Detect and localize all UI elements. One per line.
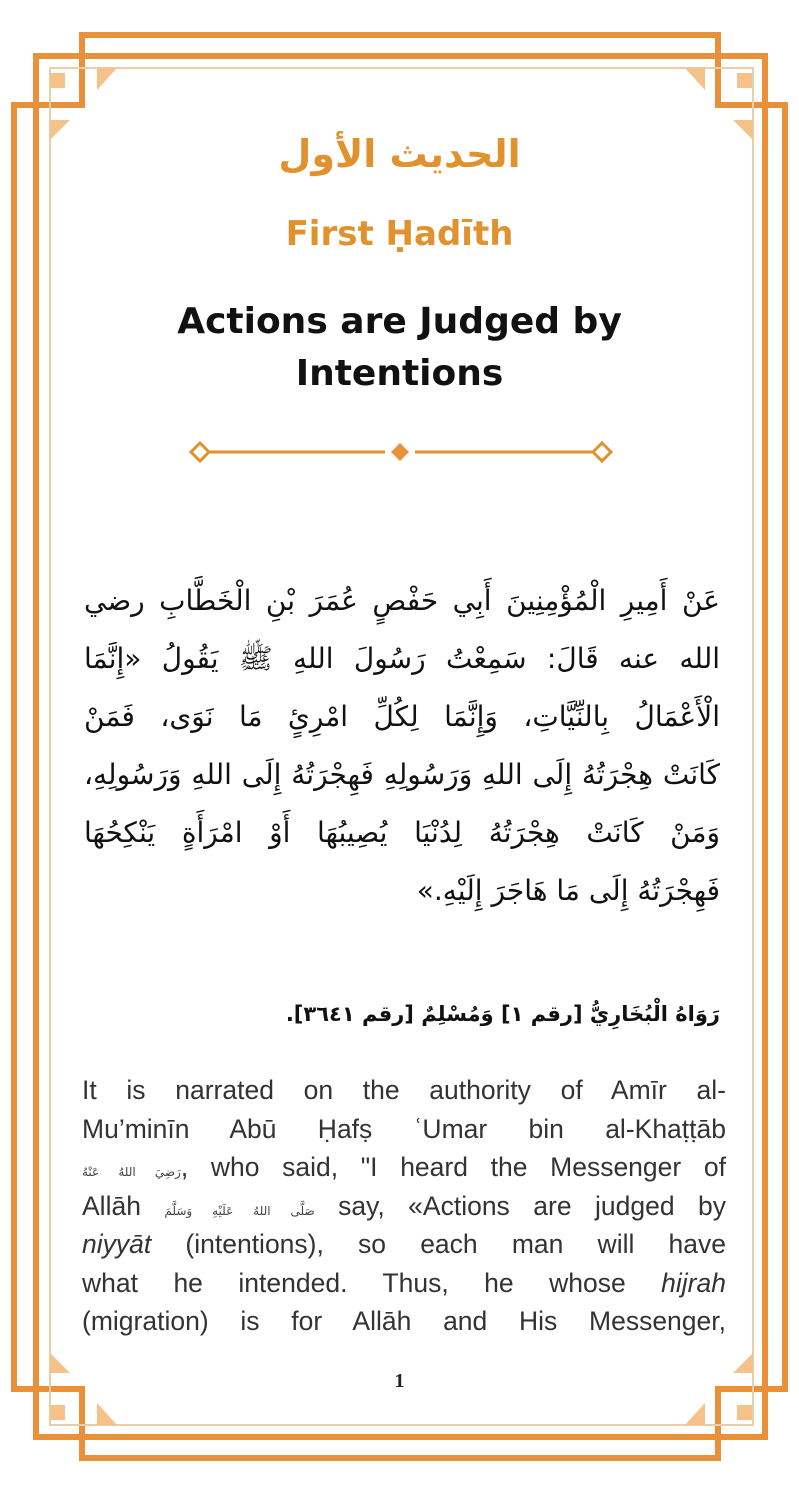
honorific-prophet: صَلَّى اللهُ عَلَيْهِ وَسَلَّمَ [164,1203,315,1218]
arabic-line: وَمَنْ كَانَتْ هِجْرَتُهُ لِدُنْيَا يُصِيبُهَا أَوْ امْرَأَةٍ يَنْكِحُهَا [84,816,720,849]
diamond-left-icon [191,443,209,461]
diamond-right-icon [593,443,611,461]
english-line [82,1264,726,1303]
corner-triangle [97,68,117,90]
english-text-segment: (intentions), so each man will have [151,1229,726,1259]
ornamental-divider [180,438,620,466]
english-text-segment: Allāh [82,1190,141,1221]
title-english: First Ḥadīth [285,214,514,254]
english-text-segment: what he intended. Thus, he whose [82,1267,662,1298]
english-line: (migration) is for Allāh and His Messenger, [82,1306,726,1336]
english-line [82,1225,726,1264]
title-arabic: الحديث الأول [278,132,521,176]
english-line: It is narrated on the authority of Amīr al- [82,1075,726,1105]
arabic-line: الْأَعْمَالُ بِالنِّيَّاتِ، وَإِنَّمَا لِكُلِّ امْرِئٍ مَا نَوَى، فَمَنْ [84,700,720,733]
corner-triangle [685,1403,705,1425]
arabic-hadith-text [84,572,720,920]
corner-triangle [97,1403,117,1425]
honorific-companion: رَضِيَ اللهُ عَنْهُ [82,1165,181,1179]
english-text-segment: say, «Actions are judged by [338,1190,727,1221]
corner-triangle [685,68,705,90]
english-translation [82,1071,726,1341]
arabic-line: كَانَتْ هِجْرَتُهُ إِلَى اللهِ وَرَسُولِهِ فَهِجْرَتُهُ إِلَى اللهِ وَرَسُولِهِ، [84,758,720,791]
hadith-subtitle [0,296,799,400]
arabic-line: عَنْ أَمِيرِ الْمُؤْمِنِينَ أَبِي حَفْصٍ عُمَرَ بْنِ الْخَطَّابِ رضي [84,584,720,617]
english-text-segment: , who said, "I heard the Messenger of [180,1152,726,1182]
term-hijrah: hijrah [661,1267,726,1298]
corner-square-tr [737,73,752,88]
corner-square-bl [50,1405,65,1420]
term-niyyat: niyyāt [82,1229,152,1259]
corner-square-tl [50,73,65,88]
diamond-center-icon [391,443,409,461]
arabic-line: الله عنه قَالَ: سَمِعْتُ رَسُولَ اللهِ ﷺ يَقُولُ «إِنَّمَا [84,642,720,675]
subtitle-line: Actions are Judged by [177,301,622,342]
arabic-line: فَهِجْرَتُهُ إِلَى مَا هَاجَرَ إِلَيْهِ.» [416,874,720,907]
english-line: Mu’minīn Abū Ḥafṣ ʿUmar bin al-Khaṭṭāb [82,1113,726,1144]
subtitle-line: Intentions [295,353,504,394]
english-line [82,1187,726,1226]
hadith-source: رَوَاهُ الْبُخَارِيُّ [رقم ١] وَمُسْلِمٌ [رقم ٣٦٤١]. [285,1002,720,1026]
english-line [82,1148,726,1187]
corner-square-br [737,1405,752,1420]
page-number: 1 [394,1370,405,1392]
